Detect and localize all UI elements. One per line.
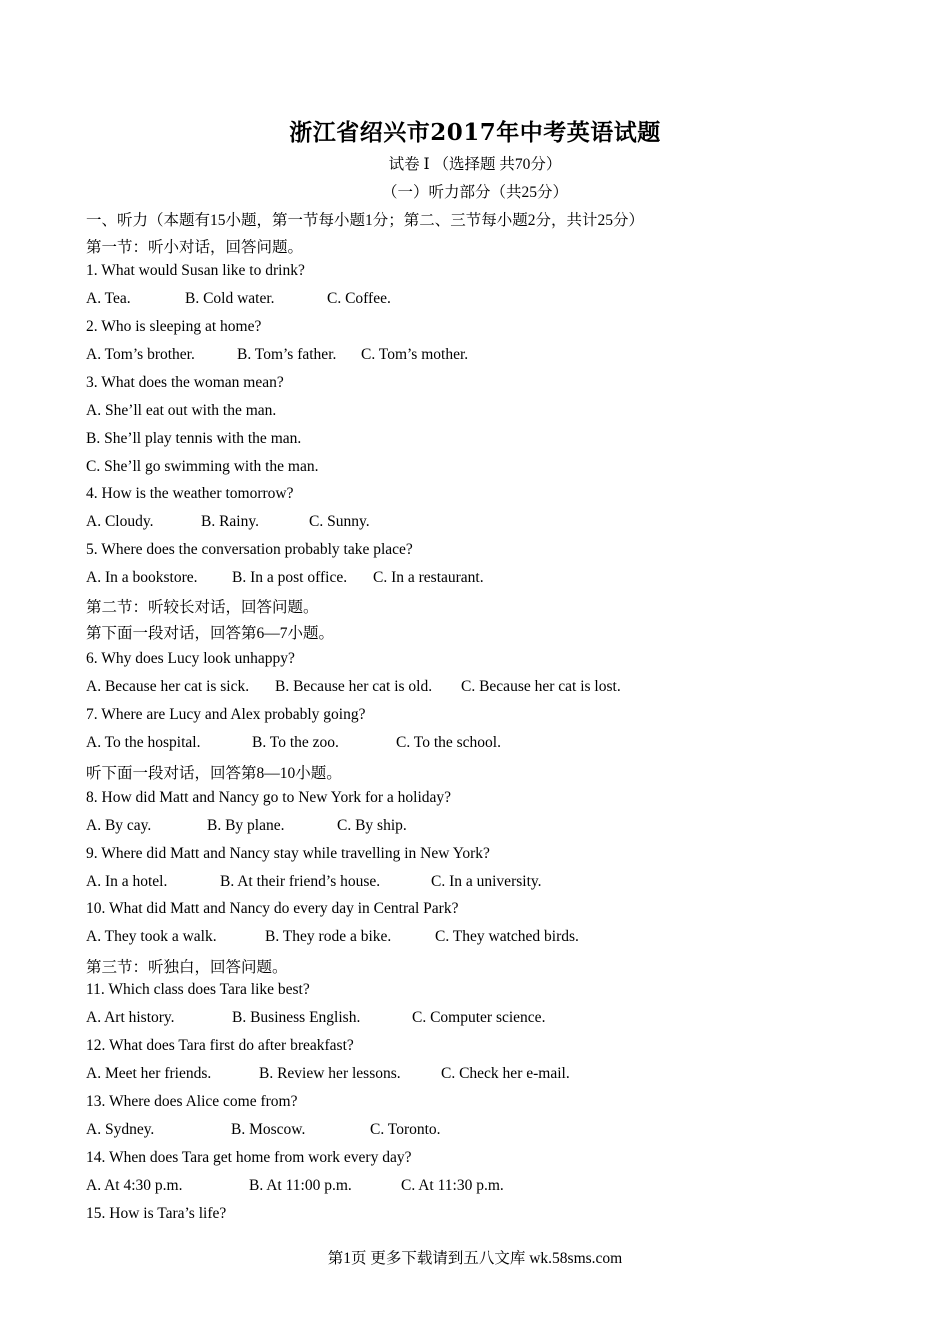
option-b: B. To the zoo. [252, 734, 339, 751]
option-a: A. In a hotel. [86, 873, 168, 890]
option-a: A. Tea. [86, 290, 131, 307]
question-7: 7. Where are Lucy and Alex probably going? [86, 706, 366, 723]
question-6: 6. Why does Lucy look unhappy? [86, 650, 295, 667]
option-a: A. To the hospital. [86, 734, 201, 751]
option-a: A. Cloudy. [86, 513, 154, 530]
option-b: B. Review her lessons. [259, 1065, 401, 1082]
question-4: 4. How is the weather tomorrow? [86, 485, 294, 502]
option-b: B. Business English. [232, 1009, 361, 1026]
option-b: B. Cold water. [185, 290, 275, 307]
option-a: A. Tom’s brother. [86, 346, 195, 363]
option-c: C. Sunny. [309, 513, 370, 530]
sec2-heading: 第二节：听较长对话，回答问题。 [86, 599, 319, 616]
option-a: A. Because her cat is sick. [86, 678, 250, 695]
option-c: C. She’ll go swimming with the man. [86, 458, 319, 475]
sec1-heading: 第一节：听小对话，回答问题。 [86, 239, 304, 256]
option-a: A. Meet her friends. [86, 1065, 212, 1082]
option-c: C. Tom’s mother. [361, 346, 469, 363]
exam-title: 浙江省绍兴市2017年中考英语试题 [289, 119, 661, 146]
section-heading: 一、听力（本题有15小题，第一节每小题1分；第二、三节每小题2分，共计25分） [86, 212, 645, 229]
option-c: C. Check her e-mail. [441, 1065, 570, 1082]
option-b: B. Because her cat is old. [275, 678, 433, 695]
option-c: C. In a university. [431, 873, 542, 890]
option-a: A. Art history. [86, 1009, 175, 1026]
option-b: B. At their friend’s house. [220, 873, 381, 890]
option-a: A. By cay. [86, 817, 152, 834]
option-b: B. By plane. [207, 817, 285, 834]
option-a: A. She’ll eat out with the man. [86, 402, 277, 419]
option-c: C. To the school. [396, 734, 501, 751]
option-b: B. Tom’s father. [237, 346, 337, 363]
option-c: C. Computer science. [412, 1009, 546, 1026]
question-5: 5. Where does the conversation probably take place? [86, 541, 413, 558]
question-2: 2. Who is sleeping at home? [86, 318, 262, 335]
option-b: B. In a post office. [232, 569, 348, 586]
question-11: 11. Which class does Tara like best? [86, 981, 310, 998]
option-a: A. Sydney. [86, 1121, 155, 1138]
option-c: C. They watched birds. [435, 928, 579, 945]
option-c: C. Because her cat is lost. [461, 678, 621, 695]
option-b: B. Rainy. [201, 513, 259, 530]
part-heading: （一）听力部分（共25分） [381, 184, 568, 201]
question-15: 15. How is Tara’s life? [86, 1205, 227, 1222]
option-c: C. Toronto. [370, 1121, 441, 1138]
question-1: 1. What would Susan like to drink? [86, 262, 305, 279]
option-a: A. They took a walk. [86, 928, 217, 945]
sec2-note-1: 第下面一段对话，回答第6—7小题。 [86, 625, 335, 642]
option-a: A. At 4:30 p.m. [86, 1177, 183, 1194]
option-b: B. They rode a bike. [265, 928, 392, 945]
option-a: A. In a bookstore. [86, 569, 198, 586]
option-b: B. At 11:00 p.m. [249, 1177, 352, 1194]
question-3: 3. What does the woman mean? [86, 374, 284, 391]
question-9: 9. Where did Matt and Nancy stay while travelling in New York? [86, 845, 490, 862]
sec3-heading: 第三节：听独白，回答问题。 [86, 959, 288, 976]
option-c: C. Coffee. [327, 290, 391, 307]
option-c: C. At 11:30 p.m. [401, 1177, 504, 1194]
question-10: 10. What did Matt and Nancy do every day in Central Park? [86, 900, 459, 917]
option-b: B. Moscow. [231, 1121, 306, 1138]
option-c: C. By ship. [337, 817, 407, 834]
exam-subtitle: 试卷 Ⅰ （选择题 共70分） [388, 156, 562, 173]
question-14: 14. When does Tara get home from work every day? [86, 1149, 412, 1166]
question-8: 8. How did Matt and Nancy go to New York for a holiday? [86, 789, 452, 806]
option-b: B. She’ll play tennis with the man. [86, 430, 302, 447]
question-13: 13. Where does Alice come from? [86, 1093, 298, 1110]
question-12: 12. What does Tara first do after breakfast? [86, 1037, 354, 1054]
sec2-note-2: 听下面一段对话，回答第8—10小题。 [86, 765, 342, 782]
page-footer: 第1页 更多下载请到五八文库 wk.58sms.com [327, 1250, 623, 1267]
option-c: C. In a restaurant. [373, 569, 484, 586]
